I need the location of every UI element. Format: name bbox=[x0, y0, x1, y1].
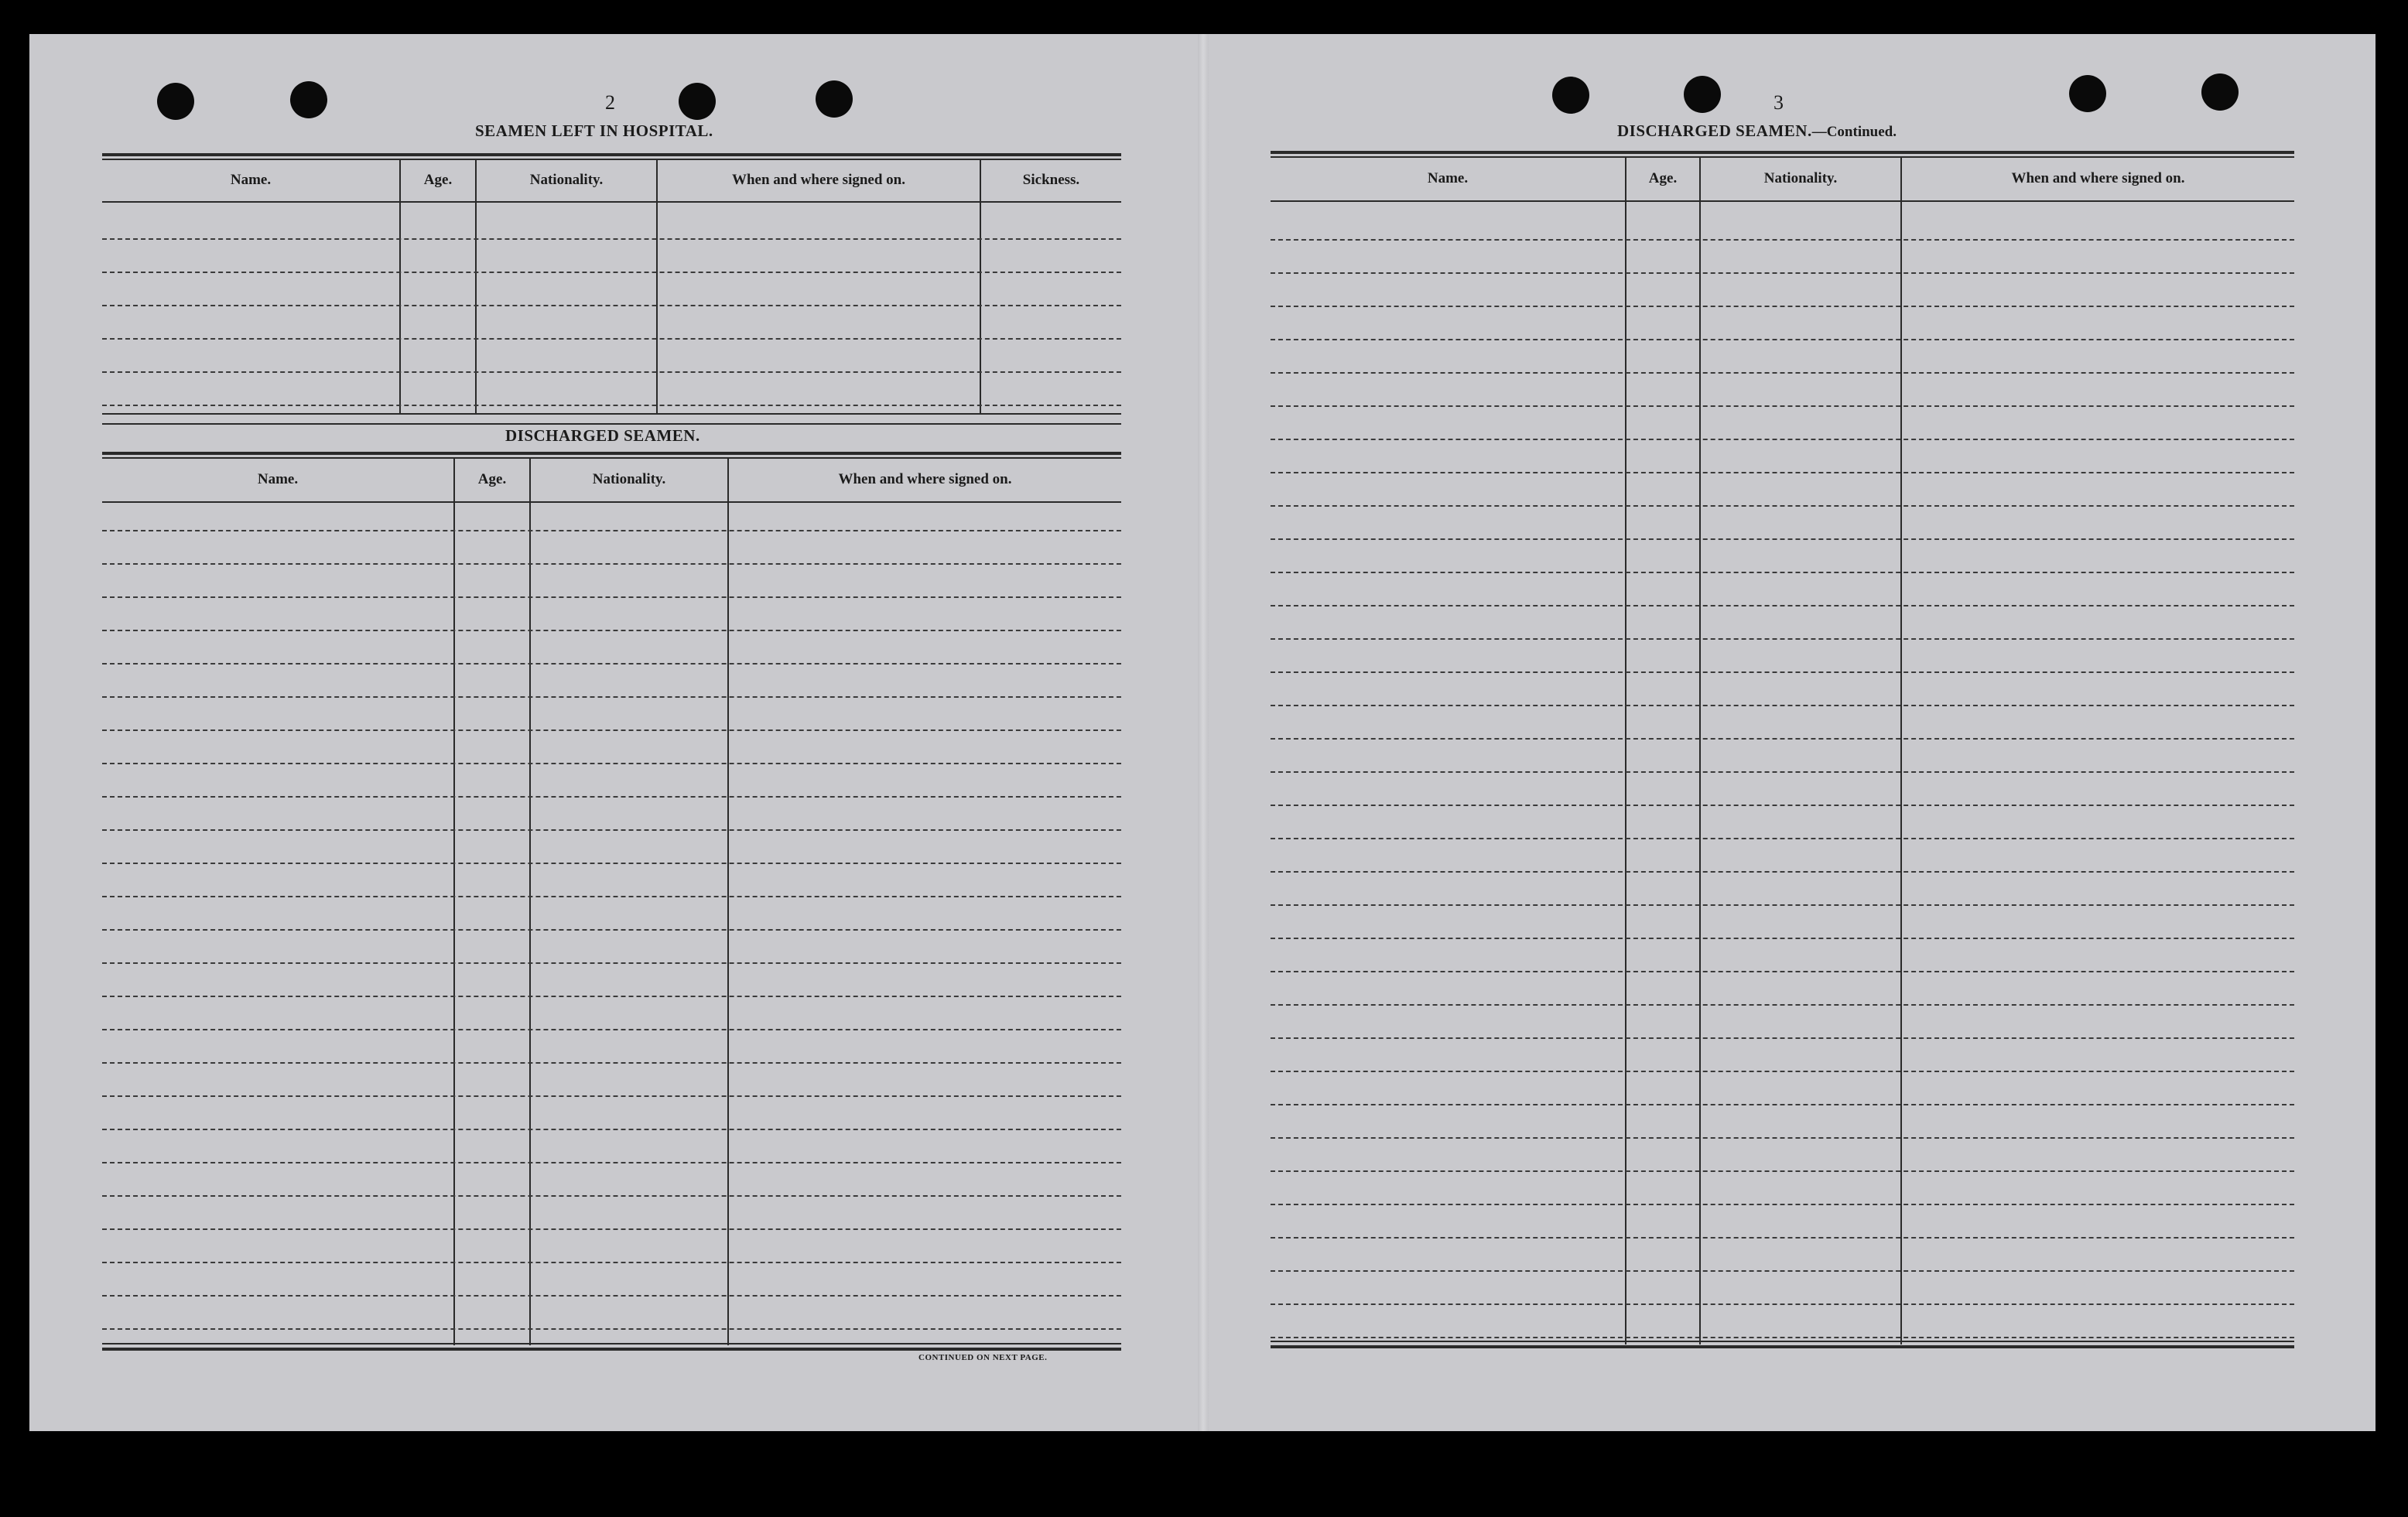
punch-hole bbox=[2069, 75, 2106, 112]
header-when-where: When and where signed on. bbox=[838, 471, 1012, 487]
header-when-where: When and where signed on. bbox=[731, 172, 905, 188]
header-age: Age. bbox=[477, 471, 507, 487]
discharged-continued-header bbox=[1271, 159, 2294, 199]
header-name: Name. bbox=[1427, 170, 1469, 186]
punch-hole bbox=[157, 83, 194, 120]
header-nationality: Nationality. bbox=[529, 172, 604, 188]
punch-hole bbox=[2201, 73, 2239, 111]
title-main: DISCHARGED SEAMEN. bbox=[1617, 121, 1812, 140]
discharged-continued-title bbox=[1617, 121, 1897, 141]
punch-hole bbox=[679, 83, 716, 120]
discharged-table-right bbox=[1271, 151, 2294, 1350]
hospital-table bbox=[102, 153, 1121, 416]
punch-hole bbox=[816, 80, 853, 118]
punch-hole bbox=[1684, 76, 1721, 113]
page-number-left: 2 bbox=[605, 91, 615, 114]
discharged-table-header bbox=[102, 460, 1121, 500]
header-name: Name. bbox=[257, 471, 299, 487]
punch-hole bbox=[1552, 77, 1589, 114]
header-age: Age. bbox=[1648, 170, 1678, 186]
title-suffix: —Continued. bbox=[1811, 124, 1897, 140]
header-name: Name. bbox=[230, 172, 272, 188]
page-fold bbox=[1198, 34, 1209, 1431]
header-age: Age. bbox=[423, 172, 453, 188]
continued-note: CONTINUED ON NEXT PAGE. bbox=[918, 1353, 1048, 1362]
header-nationality: Nationality. bbox=[1763, 170, 1838, 186]
header-sickness: Sickness. bbox=[1022, 172, 1080, 188]
page-number-right: 3 bbox=[1774, 91, 1784, 114]
punch-hole bbox=[290, 81, 327, 118]
discharged-table-left bbox=[102, 452, 1121, 1351]
discharged-section-title: DISCHARGED SEAMEN. bbox=[505, 426, 700, 445]
header-nationality: Nationality. bbox=[592, 471, 666, 487]
header-when-where: When and where signed on. bbox=[2011, 170, 2185, 186]
hospital-section-title: SEAMEN LEFT IN HOSPITAL. bbox=[475, 121, 713, 140]
hospital-table-header bbox=[102, 161, 1121, 200]
